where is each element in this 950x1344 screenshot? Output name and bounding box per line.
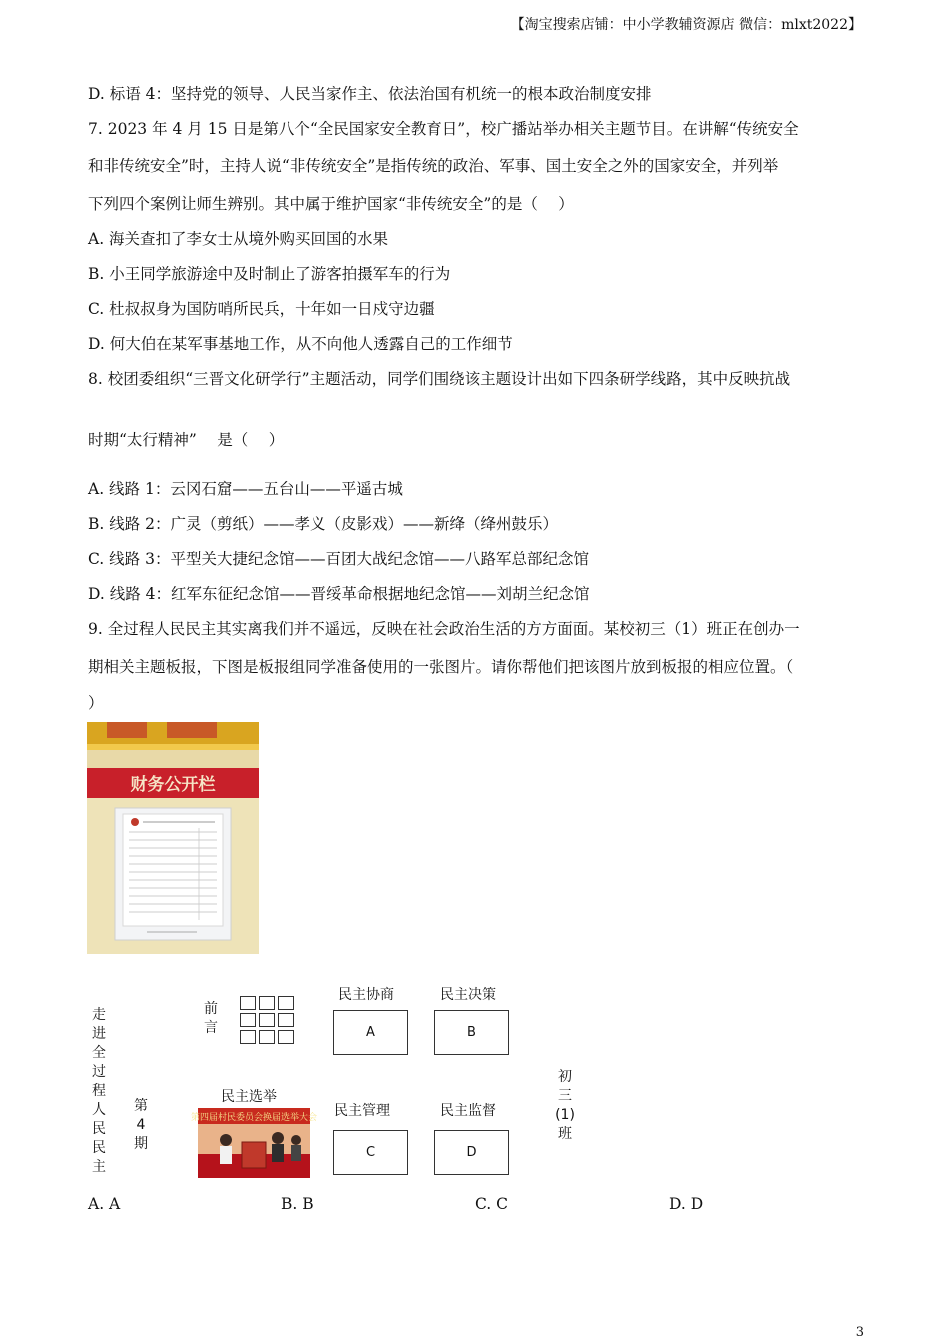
q9-option-d: D. D <box>669 1195 704 1213</box>
board-vertical-title: 走进全过程人民民主 <box>92 1007 106 1175</box>
q8-option-c: C. 线路 3：平型关大捷纪念馆——百团大战纪念馆——八路军总部纪念馆 <box>88 550 589 568</box>
box-d-label: 民主监督 <box>440 1103 496 1119</box>
box-d-letter: D <box>466 1145 477 1160</box>
q7-stem-line-3: 下列四个案例让师生辨别。其中属于维护国家“非传统安全”的是（ ） <box>88 195 574 213</box>
election-photo <box>190 1108 318 1178</box>
q7-option-a: A. 海关查扣了李女士从境外购买回国的水果 <box>88 230 389 248</box>
box-d <box>434 1130 509 1175</box>
q7-stem-line-1: 7. 2023 年 4 月 15 日是第八个“全民国家安全教育日”，校广播站举办相关主题节目。在讲解“传统安全 <box>88 120 799 138</box>
q7-option-c: C. 杜叔叔身为国防哨所民兵，十年如一日戍守边疆 <box>88 300 435 318</box>
class-label: 初三(1)班 <box>555 1069 575 1142</box>
board-issue-label: 第4期 <box>134 1098 148 1152</box>
box-b <box>434 1010 509 1055</box>
page-number: 3 <box>855 1325 864 1340</box>
box-c-label: 民主管理 <box>334 1103 390 1119</box>
box-b-letter: B <box>467 1025 476 1040</box>
box-a <box>333 1010 408 1055</box>
box-c <box>333 1130 408 1175</box>
preface-grid <box>240 996 300 1048</box>
q9-option-c: C. C <box>475 1195 509 1213</box>
q7-option-b: B. 小王同学旅游途中及时制止了游客拍摄军车的行为 <box>88 265 451 283</box>
q9-stem-line-3: ） <box>88 694 104 712</box>
box-a-letter: A <box>366 1025 375 1040</box>
q7-option-d: D. 何大伯在某军事基地工作，从不向他人透露自己的工作细节 <box>88 335 513 353</box>
election-label: 民主选举 <box>221 1089 277 1105</box>
page-header: 【淘宝搜索店铺：中小学教辅资源店 微信：mlxt2022】 <box>510 17 862 33</box>
q8-option-a: A. 线路 1：云冈石窟——五台山——平遥古城 <box>88 480 403 498</box>
q8-stem-line-2: 时期“太行精神” 是（ ） <box>88 431 285 449</box>
box-b-label: 民主决策 <box>440 987 496 1003</box>
finance-board-photo <box>87 722 259 954</box>
ballot-banner-text: 第四届村民委员会换届选举大会 <box>190 1113 318 1123</box>
q6-option-d: D. 标语 4：坚持党的领导、人民当家作主、依法治国有机统一的根本政治制度安排 <box>88 85 652 103</box>
q7-stem-line-2: 和非传统安全”时，主持人说“非传统安全”是指传统的政治、军事、国土安全之外的国家安全，并列举 <box>88 157 779 175</box>
q9-stem-line-1: 9. 全过程人民民主其实离我们并不遥远，反映在社会政治生活的方方面面。某校初三（1）班正在创办一 <box>88 620 800 638</box>
q9-option-b: B. B <box>281 1195 314 1213</box>
box-a-label: 民主协商 <box>338 987 394 1003</box>
q9-option-a: A. A <box>88 1195 121 1213</box>
board-diagram <box>88 980 608 1190</box>
q8-stem-line-1: 8. 校团委组织“三晋文化研学行”主题活动，同学们围绕该主题设计出如下四条研学线路，其中反映抗战 <box>88 370 791 388</box>
q8-option-d: D. 线路 4：红军东征纪念馆——晋绥革命根据地纪念馆——刘胡兰纪念馆 <box>88 585 590 603</box>
q8-option-b: B. 线路 2：广灵（剪纸）——孝义（皮影戏）——新绛（绛州鼓乐） <box>88 515 559 533</box>
q9-stem-line-2: 期相关主题板报，下图是板报组同学准备使用的一张图片。请你帮他们把该图片放到板报的相应位置。（ <box>88 658 794 676</box>
finance-sign-text: 财务公开栏 <box>130 775 216 795</box>
box-c-letter: C <box>365 1145 376 1160</box>
board-preface-label: 前言 <box>204 1001 218 1036</box>
